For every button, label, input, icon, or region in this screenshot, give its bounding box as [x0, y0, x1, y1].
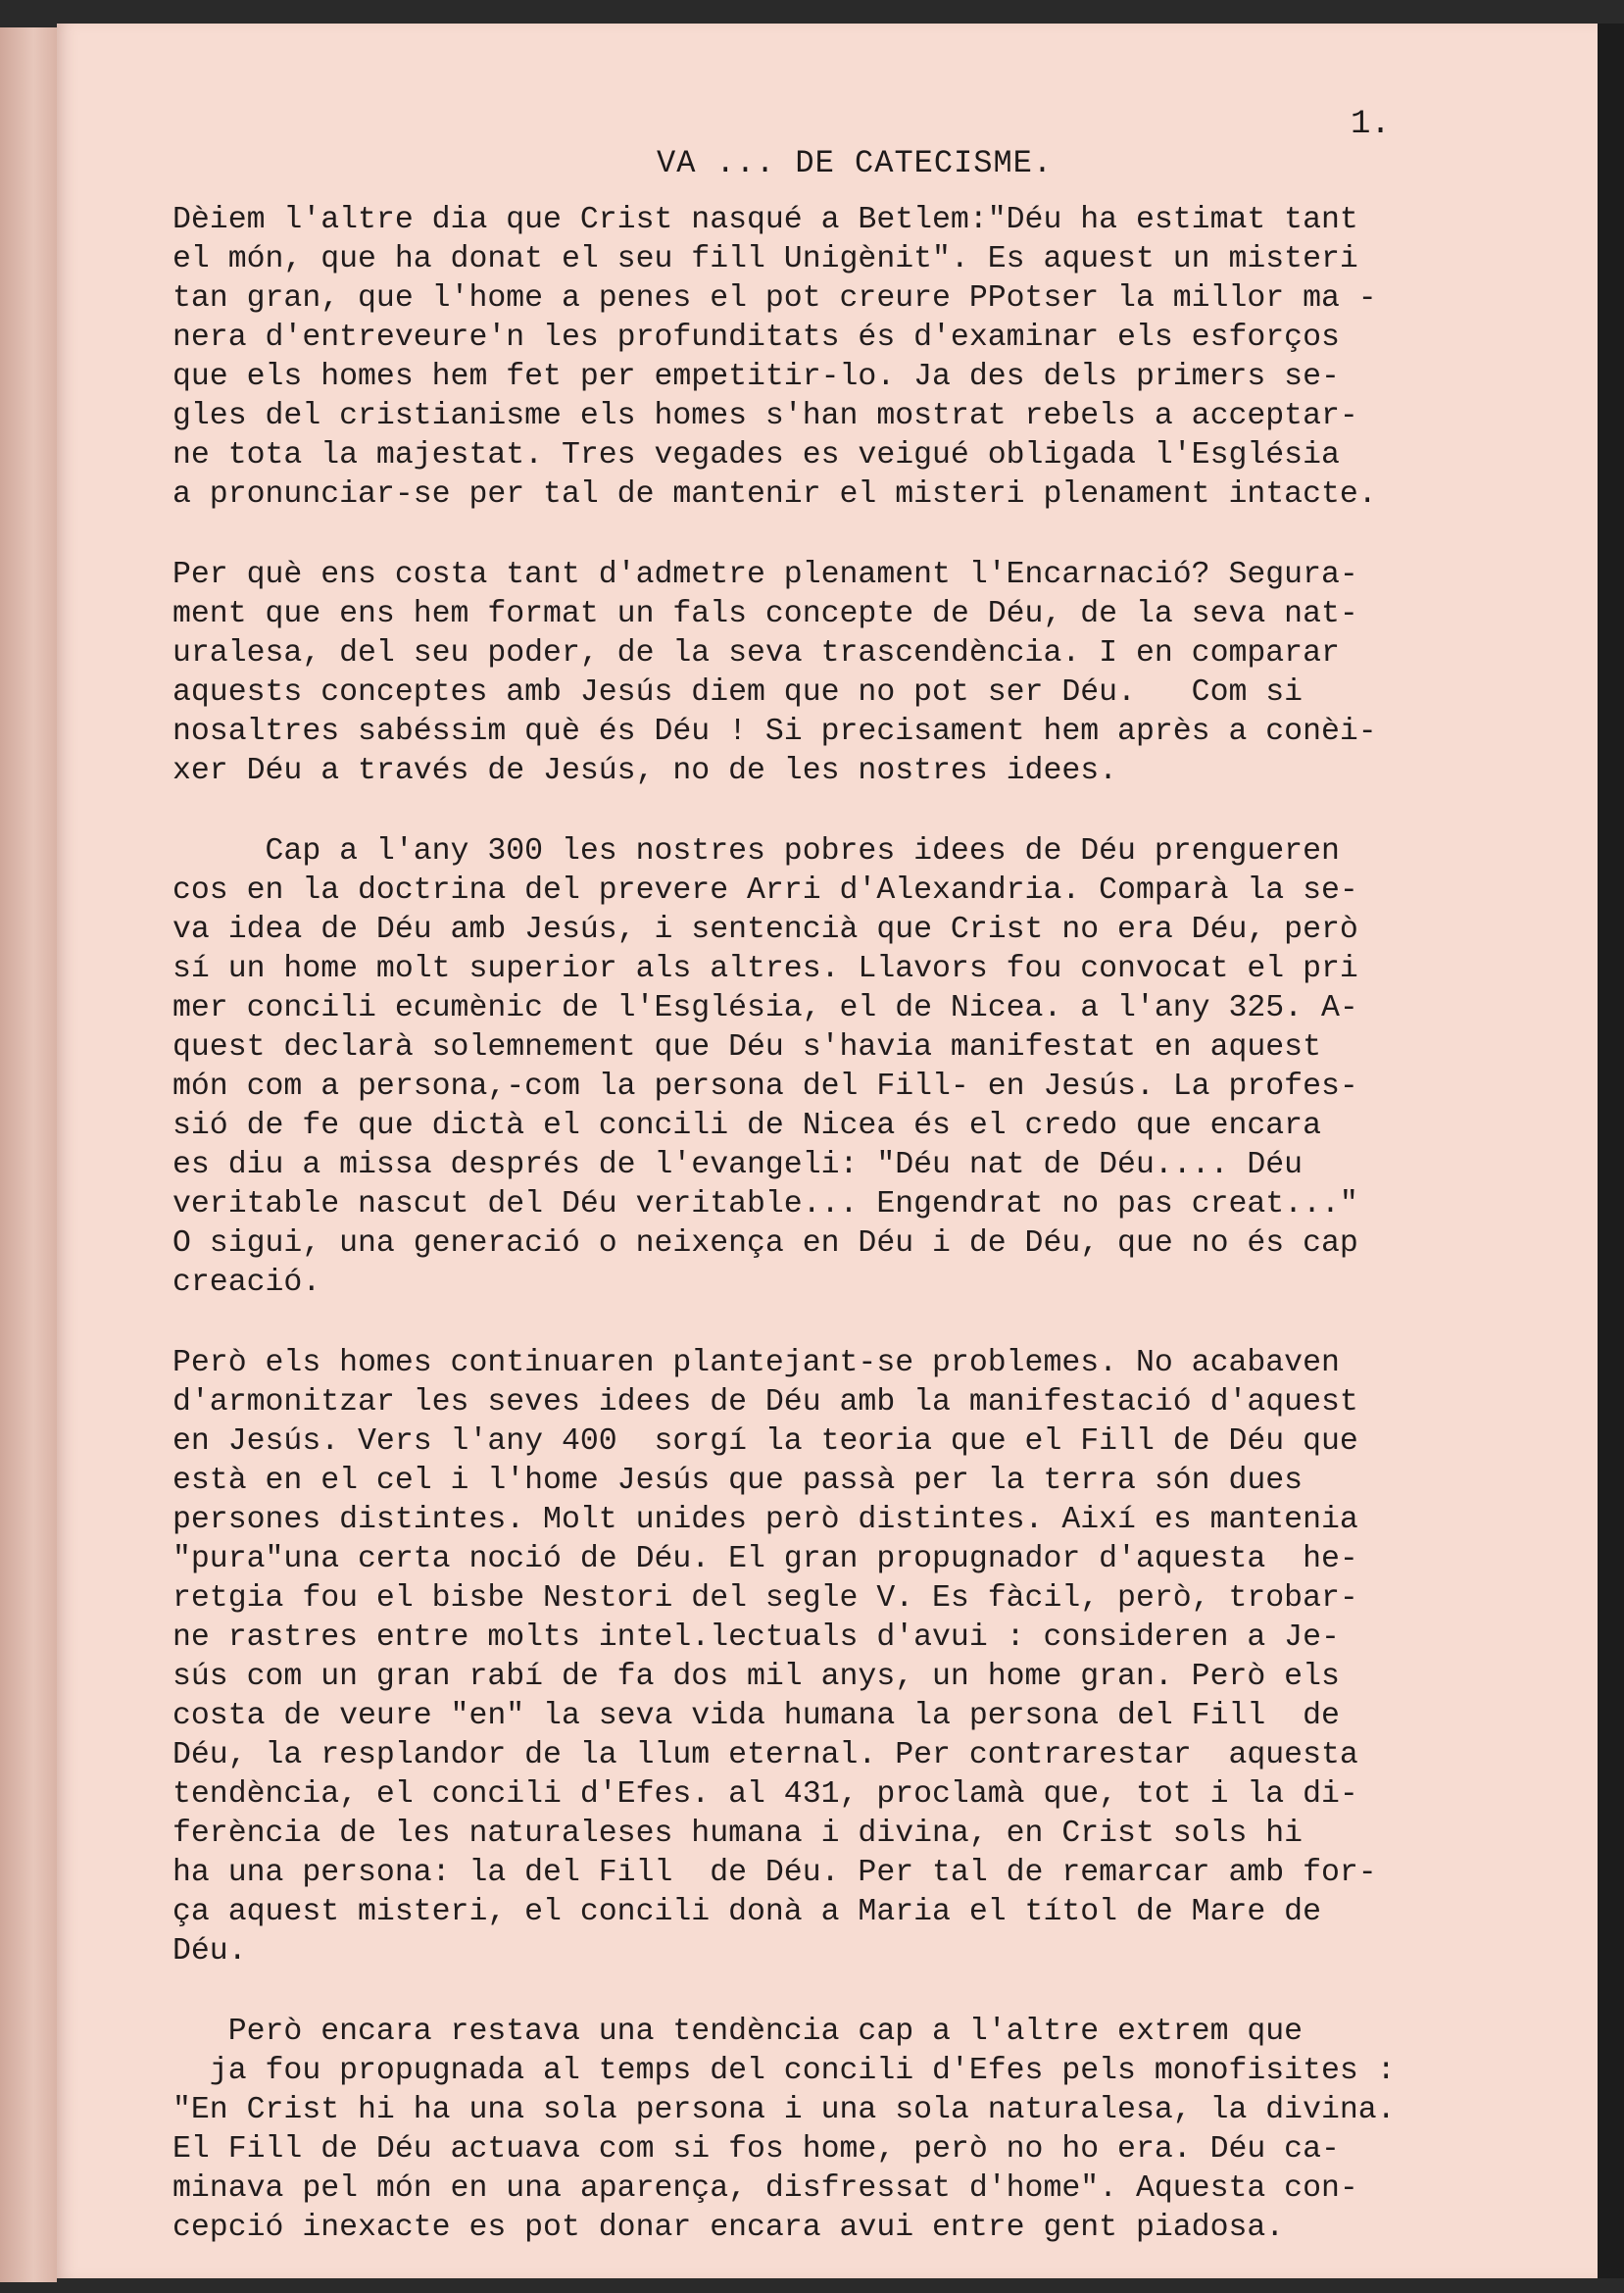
text-line: d'armonitzar les seves idees de Déu amb la manifestació d'aquest: [172, 1385, 1358, 1420]
text-line: sió de fe que dictà el concili de Nicea és el credo que encara: [172, 1109, 1321, 1143]
text-line: ferència de les naturaleses humana i divina, en Crist sols hi: [172, 1817, 1304, 1851]
text-line: cepció inexacte es pot donar encara avui entre gent piadosa.: [172, 2211, 1285, 2245]
text-line: Però els homes continuaren plantejant-se problemes. No acabaven: [172, 1346, 1340, 1380]
paragraph-5: [172, 2013, 1476, 2248]
text-line: ne tota la majestat. Tres vegades es veigué obligada l'Església: [172, 438, 1340, 473]
text-line: Déu.: [172, 1934, 247, 1969]
text-line: sí un home molt superior als altres. Llavors fou convocat el pri: [172, 952, 1358, 986]
text-line: nosaltres sabéssim què és Déu ! Si precisament hem après a conèi-: [172, 715, 1377, 749]
text-line: ha una persona: la del Fill de Déu. Per tal de remarcar amb for-: [172, 1856, 1377, 1890]
scan-border: [1598, 24, 1624, 2278]
text-line: retgia fou el bisbe Nestori del segle V. Es fàcil, però, trobar-: [172, 1581, 1358, 1616]
text-line: va idea de Déu amb Jesús, i sentencià que Crist no era Déu, però: [172, 913, 1358, 947]
text-line: sús com un gran rabí de fa dos mil anys, un home gran. Però els: [172, 1660, 1340, 1694]
text-line: persones distintes. Molt unides però distintes. Així es mantenia: [172, 1503, 1358, 1537]
text-line: es diu a missa després de l'evangeli: "Déu nat de Déu.... Déu: [172, 1148, 1304, 1182]
text-line: ment que ens hem format un fals concepte de Déu, de la seva nat-: [172, 597, 1358, 631]
text-line: ja fou propugnada al temps del concili d'Efes pels monofisites :: [172, 2054, 1396, 2088]
paragraph-1: [172, 201, 1476, 515]
text-line: minava pel món en una aparença, disfressat d'home". Aquesta con-: [172, 2171, 1358, 2206]
text-line: ne rastres entre molts intel.lectuals d'avui : consideren a Je-: [172, 1620, 1340, 1655]
page-heading: VA ... DE CATECISME.: [657, 145, 1054, 181]
text-line: està en el cel i l'home Jesús que passà per la terra són dues: [172, 1464, 1304, 1498]
text-line: xer Déu a través de Jesús, no de les nostres idees.: [172, 754, 1118, 788]
text-line: Però encara restava una tendència cap a l'altre extrem que: [172, 2015, 1304, 2049]
text-line: el món, que ha donat el seu fill Unigènit". Es aquest un misteri: [172, 242, 1358, 276]
text-line: costa de veure "en" la seva vida humana la persona del Fill de: [172, 1699, 1340, 1733]
text-line: en Jesús. Vers l'any 400 sorgí la teoria que el Fill de Déu que: [172, 1424, 1358, 1459]
text-line: a pronunciar-se per tal de mantenir el misteri plenament intacte.: [172, 477, 1377, 512]
text-line: que els homes hem fet per empetitir-lo. Ja des dels primers se-: [172, 360, 1340, 394]
paragraph-2: [172, 556, 1476, 791]
text-line: gles del cristianisme els homes s'han mostrat rebels a acceptar-: [172, 399, 1358, 433]
paragraph-4: [172, 1344, 1476, 1971]
text-line: O sigui, una generació o neixença en Déu i de Déu, que no és cap: [172, 1226, 1358, 1261]
text-line: veritable nascut del Déu veritable... Engendrat no pas creat...": [172, 1187, 1358, 1221]
text-line: El Fill de Déu actuava com si fos home, però no ho era. Déu ca-: [172, 2132, 1340, 2167]
text-line: Cap a l'any 300 les nostres pobres idees de Déu prengueren: [172, 834, 1340, 869]
facing-page-edge: [0, 27, 57, 2282]
text-line: quest declarà solemnement que Déu s'havia manifestat en aquest: [172, 1030, 1321, 1065]
text-line: aquests conceptes amb Jesús diem que no pot ser Déu. Com si: [172, 675, 1304, 710]
text-line: ça aquest misteri, el concili donà a Maria el títol de Mare de: [172, 1895, 1321, 1929]
text-line: "pura"una certa noció de Déu. El gran propugnador d'aquesta he-: [172, 1542, 1358, 1576]
text-line: món com a persona,-com la persona del Fill- en Jesús. La profes-: [172, 1070, 1358, 1104]
text-line: uralesa, del seu poder, de la seva trascendència. I en comparar: [172, 636, 1340, 671]
text-line: tan gran, que l'home a penes el pot creure PPotser la millor ma -: [172, 281, 1377, 316]
text-line: Per què ens costa tant d'admetre plenament l'Encarnació? Segura-: [172, 558, 1358, 592]
text-line: creació.: [172, 1266, 321, 1300]
paragraph-3: [172, 832, 1476, 1303]
text-line: "En Crist hi ha una sola persona i una sola naturalesa, la divina.: [172, 2093, 1396, 2127]
text-line: mer concili ecumènic de l'Església, el de Nicea. a l'any 325. A-: [172, 991, 1358, 1025]
page-number: 1.: [1351, 106, 1391, 143]
text-line: nera d'entreveure'n les profunditats és d'examinar els esforços: [172, 321, 1340, 355]
text-line: cos en la doctrina del prevere Arri d'Alexandria. Comparà la se-: [172, 873, 1358, 908]
body-text: [172, 201, 1476, 2289]
text-line: Dèiem l'altre dia que Crist nasqué a Betlem:"Déu ha estimat tant: [172, 203, 1358, 237]
text-line: tendència, el concili d'Efes. al 431, proclamà que, tot i la di-: [172, 1777, 1358, 1812]
text-line: Déu, la resplandor de la llum eternal. Per contrarestar aquesta: [172, 1738, 1358, 1772]
